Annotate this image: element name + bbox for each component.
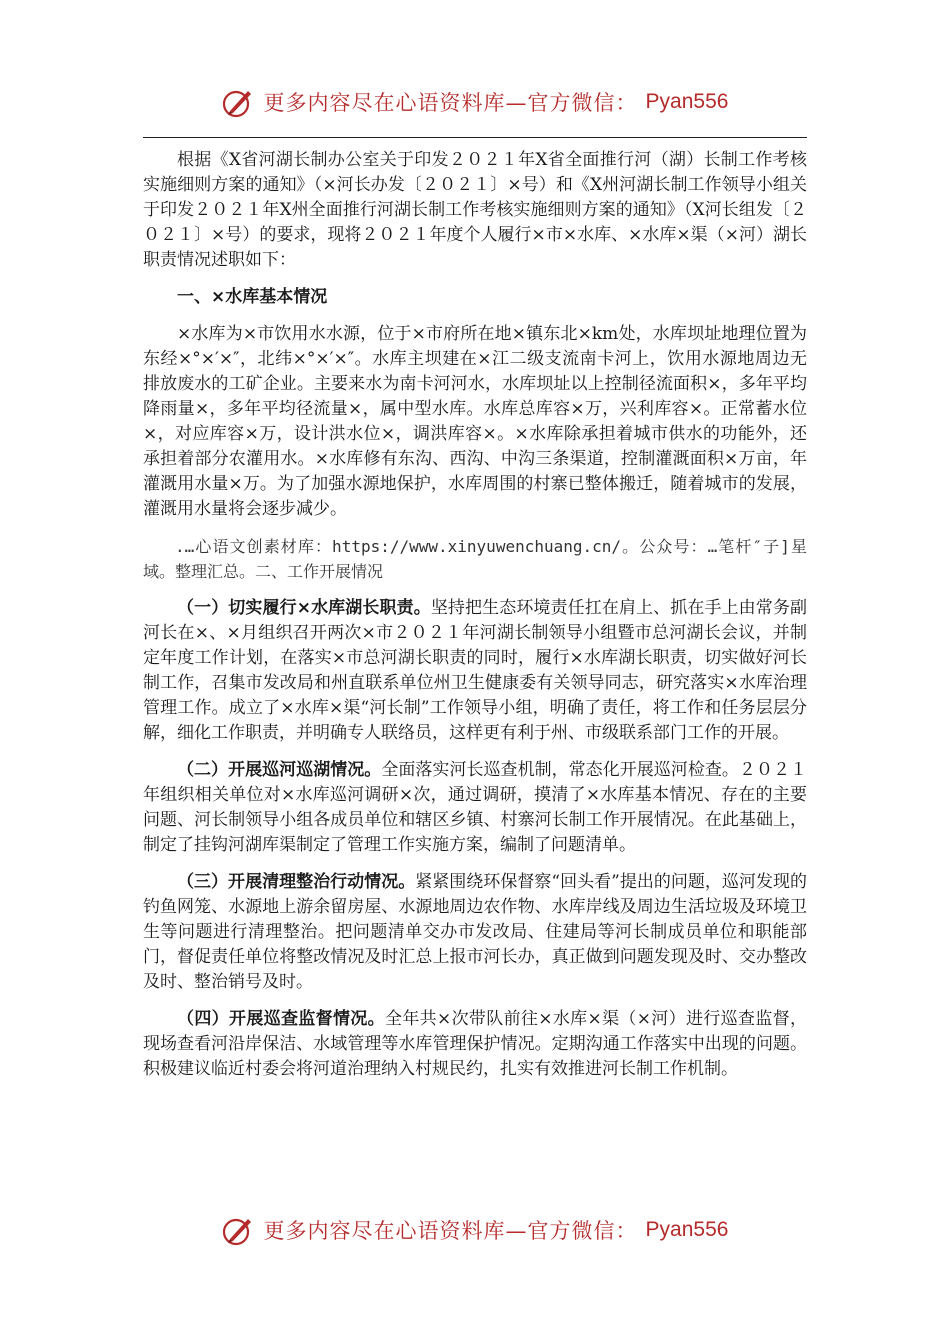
watermark-brand: Pyan556 bbox=[645, 1218, 729, 1241]
work-item-4 bbox=[143, 1007, 807, 1082]
pen-logo-icon bbox=[222, 85, 256, 119]
header-rule bbox=[143, 137, 807, 138]
watermark-header bbox=[0, 82, 950, 122]
source-note: .…心语文创素材库：https://www.xinyuwenchuang.cn/。公众号：…笔杆″子]星域。整理汇总。二、工作开展情况 bbox=[143, 537, 807, 581]
watermark-text: 更多内容尽在心语资料库—官方微信： bbox=[263, 91, 638, 115]
work-item-1-lead: （一）切实履行×水库湖长职责。 bbox=[177, 598, 431, 618]
document-body bbox=[143, 148, 807, 1094]
work-item-4-lead: （四）开展巡查监督情况。 bbox=[177, 1009, 386, 1029]
work-item-1-body: 坚持把生态环境责任扛在肩上、抓在手上由常务副河长在×、×月组织召开两次×市２０２１年河湖长制领导小组暨市总河湖长会议，并制定年度工作计划，在落实×市总河湖长职责的同时，履行×水库湖长职责，切实做好河长制工作，召集市发改局和州直联系单位州卫生健康委有关领导同志，研究落实×水库治理管理工作。成立了×水库×渠“河长制”工作领导小组，明确了责任，将工作和任务层层分解，细化工作职责，并明确专人联络员，这样更有利于州、市级联系部门工作的开展。 bbox=[143, 598, 807, 743]
work-item-3 bbox=[143, 870, 807, 995]
work-item-4-body: 全年共×次带队前往×水库×渠（×河）进行巡查监督，现场查看河沿岸保洁、水域管理等水库管理保护情况。定期沟通工作落实中出现的问题。积极建议临近村委会将河道治理纳入村规民约，扎实有效推进河长制工作机制。 bbox=[143, 1009, 808, 1079]
work-item-3-lead: （三）开展清理整治行动情况。 bbox=[177, 872, 416, 892]
work-item-2-body: 全面落实河长巡查机制，常态化开展巡河检查。２０２１年组织相关单位对×水库巡河调研×次，通过调研，摸清了×水库基本情况、存在的主要问题、河长制领导小组各成员单位和辖区乡镇、村寨河长制工作开展情况。在此基础上，制定了挂钩河湖库渠制定了管理工作实施方案，编制了问题清单。 bbox=[143, 760, 808, 855]
work-item-1 bbox=[143, 596, 807, 746]
watermark-text: 更多内容尽在心语资料库—官方微信： bbox=[263, 1219, 638, 1243]
pen-logo-icon bbox=[222, 1213, 256, 1247]
watermark-brand: Pyan556 bbox=[645, 90, 729, 113]
section-1-paragraph: ×水库为×市饮用水水源，位于×市府所在地×镇东北×km处，水库坝址地理位置为东经×°×′×″，北纬×°×′×″。水库主坝建在×江二级支流南卡河上，饮用水源地周边无排放废水的工矿企业。主要来水为南卡河河水，水库坝址以上控制径流面积×，多年平均降雨量×，多年平均径流量×，属中型水库。水库总库容×万，兴利库容×。正常蓄水位×，对应库容×万，设计洪水位×，调洪库容×。×水库除承担着城市供水的功能外，还承担着部分农灌用水。×水库修有东沟、西沟、中沟三条渠道，控制灌溉面积×万亩，年灌溉用水量×万。为了加强水源地保护，水库周围的村寨已整体搬迁，随着城市的发展，灌溉用水量将会逐步减少。 bbox=[143, 324, 807, 519]
intro-paragraph: 根据《X省河湖长制办公室关于印发２０２１年X省全面推行河（湖）长制工作考核实施细则方案的通知》（×河长办发〔２０２１〕×号）和《X州河湖长制工作领导小组关于印发２０２１年X州全面推行河湖长制工作考核实施细则方案的通知》（X河长组发〔２０２１〕×号）的要求，现将２０２１年度个人履行×市×水库、×水库×渠（×河）湖长职责情况述职如下： bbox=[143, 150, 807, 270]
watermark-footer bbox=[0, 1210, 950, 1250]
work-item-3-body: 紧紧围绕环保督察“回头看”提出的问题，巡河发现的钓鱼网笼、水源地上游余留房屋、水源地周边农作物、水库岸线及周边生活垃圾及环境卫生等问题进行清理整治。把问题清单交办市发改局、住建局等河长制成员单位和职能部门，督促责任单位将整改情况及时汇总上报市河长办，真正做到问题发现及时、交办整改及时、整治销号及时。 bbox=[143, 872, 807, 992]
section-1-heading: 一、×水库基本情况 bbox=[177, 287, 328, 307]
work-item-2 bbox=[143, 758, 807, 858]
work-item-2-lead: （二）开展巡河巡湖情况。 bbox=[177, 760, 382, 780]
